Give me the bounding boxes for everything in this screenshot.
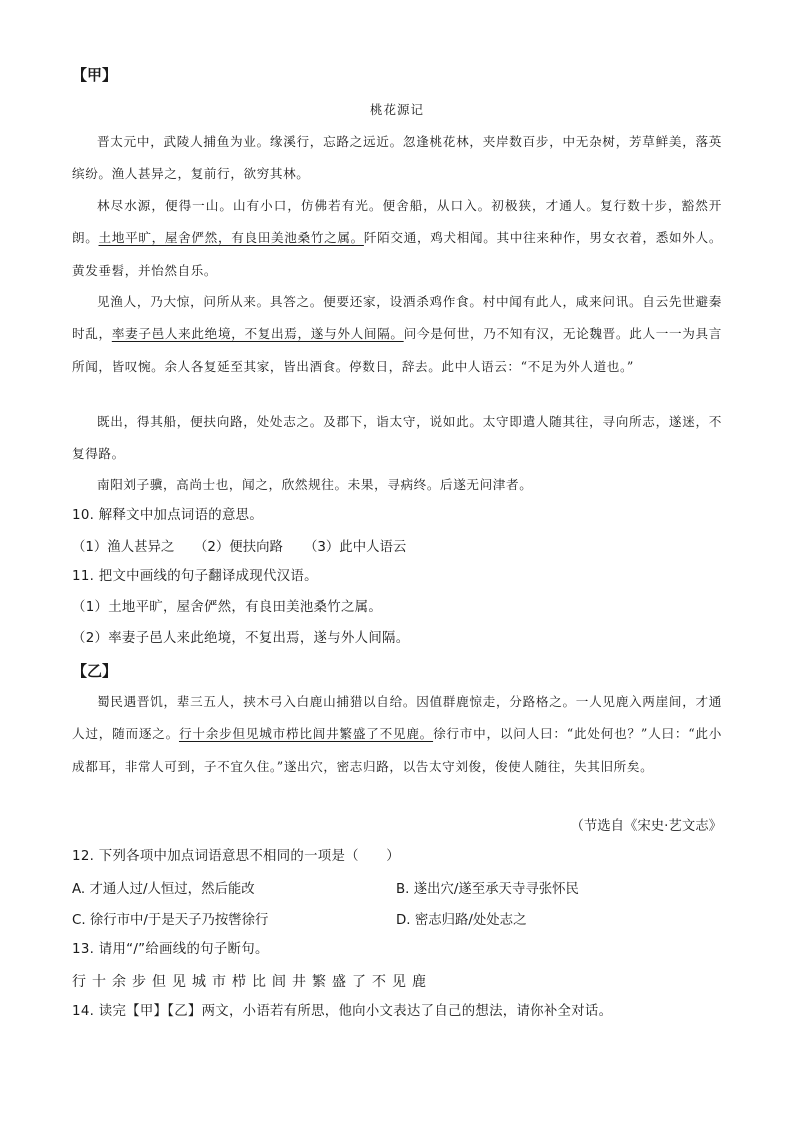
question-10-item-1: （1）渔人甚异之 xyxy=(72,540,175,555)
passage-title: 桃花源记 xyxy=(369,102,424,117)
question-12-option-d: D. 密志归路/处处志之 xyxy=(396,913,527,928)
jia-paragraph-1: 晋太元中，武陵人捕鱼为业。缘溪行，忘路之远近。忽逢桃花林，夹岸数百步，中无杂树，芳草鲜美，落英缤纷。渔人甚异之，复前行，欲穷其林。 xyxy=(72,134,722,182)
question-11-item-1: （1）土地平旷，屋舍俨然，有良田美池桑竹之属。 xyxy=(72,600,383,615)
question-10-items xyxy=(72,536,722,555)
jia-p3-text-b: 问今是何世，乃不知有汉，无论魏晋。此人一一为具言所闻，皆叹惋。余人各复延至其家，皆出酒食。停数日，辞去。此中人语云：“不足为外人道也。” xyxy=(72,326,722,374)
question-11-item-2: （2）率妻子邑人来此绝境，不复出焉，遂与外人间隔。 xyxy=(72,631,410,646)
question-11-stem: 11. 把文中画线的句子翻译成现代汉语。 xyxy=(72,569,318,584)
source-citation: （节选自《宋史·艺文志》 xyxy=(570,819,722,834)
jia-underlined-sentence-2: 率妻子邑人来此绝境，不复出焉，遂与外人间隔。 xyxy=(111,326,404,342)
question-12-option-c: C. 徐行市中/于是天子乃按辔徐行 xyxy=(72,913,269,928)
jia-paragraph-4: 既出，得其船，便扶向路，处处志之。及郡下，诣太守，说如此。太守即遣人随其往，寻向所志，遂迷，不复得路。 xyxy=(72,414,722,462)
yi-underlined-sentence: 行十余步但见城市栉比闾井繁盛了不见鹿。 xyxy=(178,726,434,742)
question-12-stem: 12. 下列各项中加点词语意思不相同的一项是（ ） xyxy=(72,849,400,864)
jia-paragraph-5: 南阳刘子骥，高尚士也，闻之，欣然规往。未果，寻病终。后遂无问津者。 xyxy=(97,477,533,492)
question-12-options-row-1 xyxy=(72,878,722,897)
question-13-stem: 13. 请用“/”给画线的句子断句。 xyxy=(72,942,269,957)
jia-p3-text-a: 见渔人，乃大惊，问所从来。具答之。便要还家，设酒杀鸡作食。村中闻有此人，咸来问讯。自云先世避秦时乱， xyxy=(72,294,722,342)
question-12-options-row-2 xyxy=(72,909,722,928)
question-10-item-2: （2）便扶向路 xyxy=(194,540,283,555)
section-label-jia: 【甲】 xyxy=(72,66,118,84)
question-12-option-a: A. 才通人过/人恒过，然后能改 xyxy=(72,882,255,897)
question-14-stem: 14. 读完【甲】【乙】两文，小语若有所思，他向小文表达了自己的想法，请你补全对话。 xyxy=(72,1004,613,1019)
jia-underlined-sentence-1: 土地平旷，屋舍俨然，有良田美池桑竹之属。 xyxy=(98,230,364,246)
jia-p2-text-b: 阡陌交通，鸡犬相闻。其中往来种作，男女衣着，悉如外人。黄发垂髫，并怡然自乐。 xyxy=(72,230,723,278)
jia-p2-text-a: 林尽水源，便得一山。山有小口，仿佛若有光。便舍船，从口入。初极狭，才通人。复行数十步，豁然开朗。 xyxy=(72,198,722,246)
question-10-stem: 10. 解释文中加点词语的意思。 xyxy=(72,508,264,523)
yi-text-b: 徐行市中，以问人曰：“此处何也？”人曰：“此小成都耳，非常人可到，子不宜久住。”遂出穴，密志归路，以告太守刘俊，俊使人随往，失其旧所矣。 xyxy=(72,726,722,774)
section-label-yi: 【乙】 xyxy=(72,662,118,680)
question-12-option-b: B. 遂出穴/遂至承天寺寻张怀民 xyxy=(396,882,579,897)
jia-paragraph-2 xyxy=(72,190,722,287)
question-10-item-3: （3）此中人语云 xyxy=(304,540,407,555)
jia-paragraph-3 xyxy=(72,286,722,383)
yi-text-a: 蜀民遇晋饥，辈三五人，挟木弓入白鹿山捕猎以自给。因值群鹿惊走，分路格之。一人见鹿入两崖间，才通人过，随而逐之。 xyxy=(72,694,722,742)
question-13-sentence: 行十余步但见城市栉比闾井繁盛了不见鹿 xyxy=(72,974,432,990)
yi-paragraph xyxy=(72,686,722,783)
